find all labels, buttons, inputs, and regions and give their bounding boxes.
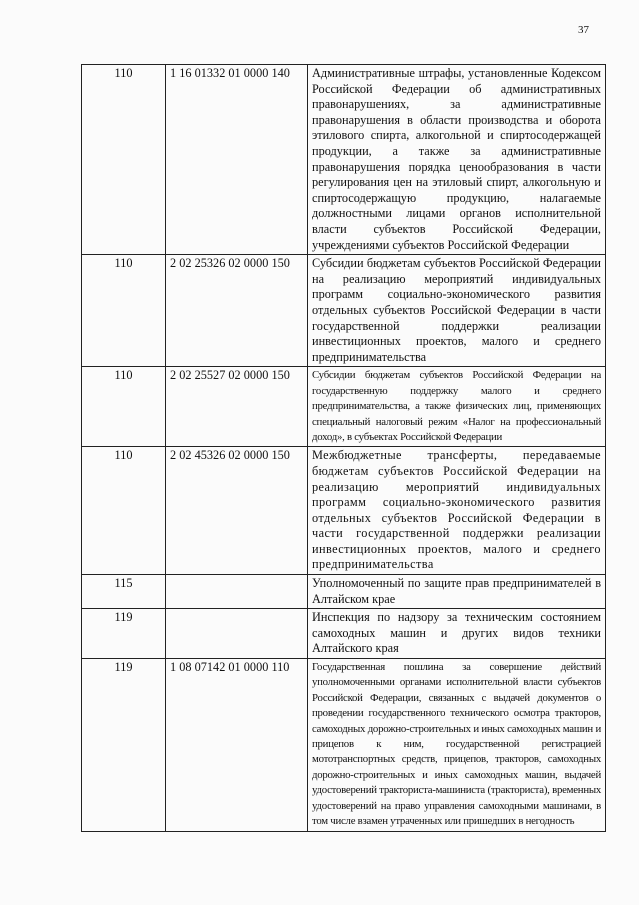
- description-cell: Субсидии бюджетам субъектов Российской Федерации на реализацию мероприятий индивидуальных программ социально-экономического развития отдельных субъектов Российской Федерации в части государственной поддержки реализации инвестиционных проектов, малого и среднего предпринимательства: [308, 255, 606, 367]
- revenue-code-cell: 1 08 07142 01 0000 110: [166, 659, 308, 831]
- budget-codes-table: [81, 64, 606, 832]
- admin-code-cell: 110: [82, 65, 166, 255]
- admin-code-cell: 110: [82, 447, 166, 575]
- description-cell: Субсидии бюджетам субъектов Российской Федерации на государственную поддержку малого и среднего предпринимательства, а также физических лиц, применяющих специальный налоговый режим «Налог на профессиональный доход», в субъектах Российской Федерации: [308, 367, 606, 447]
- admin-code-cell: 110: [82, 255, 166, 367]
- table-row: [82, 65, 606, 255]
- revenue-code-cell: 2 02 25326 02 0000 150: [166, 255, 308, 367]
- table-row: [82, 367, 606, 447]
- table-row: [82, 609, 606, 659]
- description-cell: Административные штрафы, установленные Кодексом Российской Федерации об административных правонарушениях, за административные правонарушения в области производства и оборота этилового спирта, алкогольной и спиртосодержащей продукции, а также за административные правонарушения порядка ценообразования в части регулирования цен на этиловый спирт, алкогольную и спиртосодержащую продукцию, налагаемые должностными лицами органов исполнительной власти субъектов Российской Федерации, учреждениями субъектов Российской Федерации: [308, 65, 606, 255]
- table-row: [82, 659, 606, 831]
- revenue-code-cell: 2 02 45326 02 0000 150: [166, 447, 308, 575]
- admin-code-cell: 119: [82, 659, 166, 831]
- revenue-code-cell: 1 16 01332 01 0000 140: [166, 65, 308, 255]
- revenue-code-cell: [166, 609, 308, 659]
- revenue-code-cell: 2 02 25527 02 0000 150: [166, 367, 308, 447]
- admin-code-cell: 115: [82, 575, 166, 609]
- table-row: [82, 447, 606, 575]
- description-cell: Уполномоченный по защите прав предпринимателей в Алтайском крае: [308, 575, 606, 609]
- table-row: [82, 575, 606, 609]
- table-row: [82, 255, 606, 367]
- revenue-code-cell: [166, 575, 308, 609]
- description-cell: Межбюджетные трансферты, передаваемые бюджетам субъектов Российской Федерации на реализацию мероприятий индивидуальных программ социально-экономического развития отдельных субъектов Российской Федерации в части государственной поддержки реализации инвестиционных проектов, малого и среднего предпринимательства: [308, 447, 606, 575]
- admin-code-cell: 110: [82, 367, 166, 447]
- admin-code-cell: 119: [82, 609, 166, 659]
- description-cell: Инспекция по надзору за техническим состоянием самоходных машин и других видов техники Алтайского края: [308, 609, 606, 659]
- page-number: 37: [578, 24, 589, 36]
- description-cell: Государственная пошлина за совершение действий уполномоченными органами исполнительной власти субъектов Российской Федерации, связанных с выдачей документов о проведении государственного технического осмотра тракторов, самоходных дорожно-строительных и иных самоходных машин и прицепов к ним, государственной регистрацией мототранспортных средств, прицепов, тракторов, самоходных дорожно-строительных и иных самоходных машин, выдачей удостоверений тракториста-машиниста (тракториста), временных удостоверений на право управления самоходными машинами, в том числе взамен утраченных или пришедших в негодность: [308, 659, 606, 831]
